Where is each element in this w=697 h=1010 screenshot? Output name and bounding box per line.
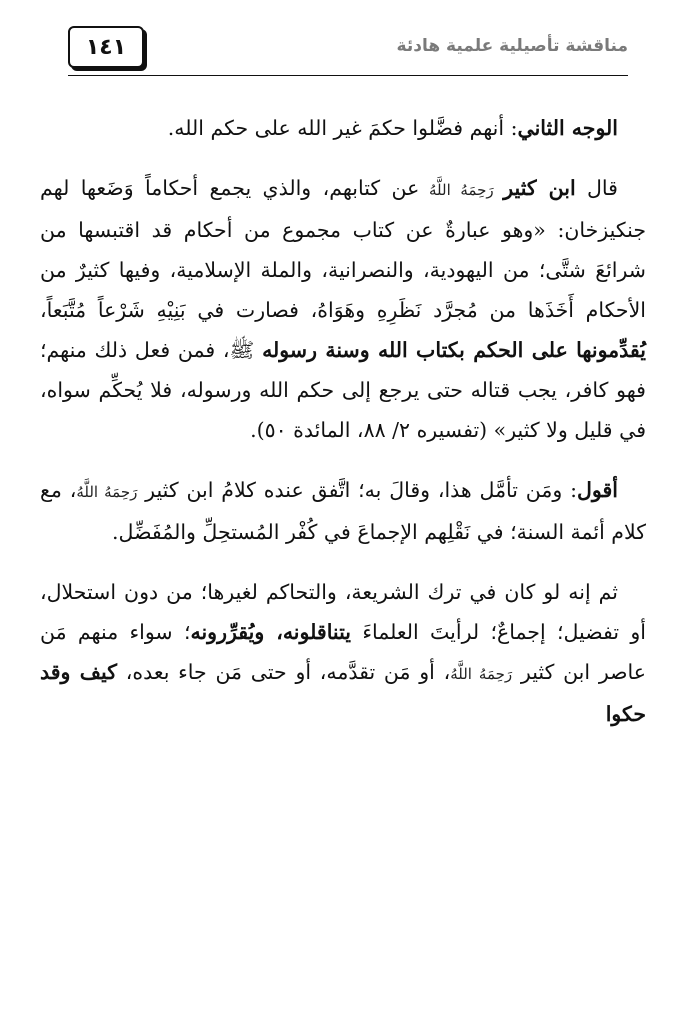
page-body xyxy=(40,108,646,754)
honorific-glyph: رَحِمَهُ اللَّهُ xyxy=(450,665,513,683)
honorific-glyph: رَحِمَهُ اللَّهُ xyxy=(76,483,138,501)
paragraph-text: ؛ سواء منهم مَن عاصر ابن كثير xyxy=(40,620,647,684)
page-header xyxy=(68,22,628,76)
paragraph-ibn-kathir-quote xyxy=(40,168,646,450)
bold-emphasis: كيف وقد حكوا xyxy=(40,660,646,726)
paragraph-i-say xyxy=(40,470,646,552)
bold-emphasis: يُقدِّمونها على الحكم بكتاب الله وسنة رسوله xyxy=(262,338,646,362)
paragraph-text: ، فمن فعل ذلك منهم؛ فهو كافر، يجب قتاله حتى يرجع إلى حكم الله ورسوله، فلا يُحكِّم سواه، في قليل ولا كثير» (تفسيره ٢/ ٨٨، المائدة ٥٠). xyxy=(40,338,646,442)
salawat-glyph: ﷺ xyxy=(229,338,263,362)
running-header-title: مناقشة تأصيلية علمية هادئة xyxy=(396,36,628,56)
paragraph-text: ثم إنه لو كان في ترك الشريعة، والتحاكم لغيرها؛ من دون استحلال، أو تفضيل؛ إجماعٌ؛ لرأيتَ العلماءَ xyxy=(40,580,647,644)
bold-lead: الوجه الثاني xyxy=(517,116,618,140)
paragraph-text: : ومَن تأمَّل هذا، وقالَ به؛ اتَّفق عنده كلامُ ابن كثير xyxy=(137,478,578,502)
paragraph-text: قال xyxy=(575,176,618,200)
bold-lead: أقول xyxy=(577,478,618,502)
paragraph-text: ، مع كلام أئمة السنة؛ في نَقْلِهم الإجماعَ في كُفْر المُستحِلِّ والمُفَضِّل. xyxy=(40,478,646,544)
page-number: ١٤١ xyxy=(68,26,144,68)
bold-emphasis: يتناقلونه، ويُقرِّرونه xyxy=(190,620,352,644)
paragraph-second-aspect xyxy=(40,108,646,148)
honorific-glyph: رَحِمَهُ اللَّهُ xyxy=(419,181,504,199)
paragraph-text: عن كتابهم، والذي يجمع أحكاماً وَضَعها لهم جنكيزخان: «وهو عبارةٌ عن كتاب مجموع من أحكام قد اقتبسها من شرائعَ شتَّى؛ من اليهودية، والنصرانية، والملة الإسلامية، وفيها كثيرٌ من الأحكام أَخَذَها من مُجرَّد نَظَرِهِ وهَوَاهُ، فصارت في بَنِيْهِ شَرْعاً مُتَّبَعاً، xyxy=(40,176,646,322)
header-divider xyxy=(68,75,628,76)
paragraph-text: ، أو مَن تقدَّمه، أو حتى مَن جاء بعده، xyxy=(116,660,451,684)
paragraph-text: : أنهم فضَّلوا حكمَ غير الله على حكم الله. xyxy=(167,116,518,140)
bold-name: ابن كثير xyxy=(503,176,576,200)
paragraph-consensus xyxy=(40,572,646,734)
